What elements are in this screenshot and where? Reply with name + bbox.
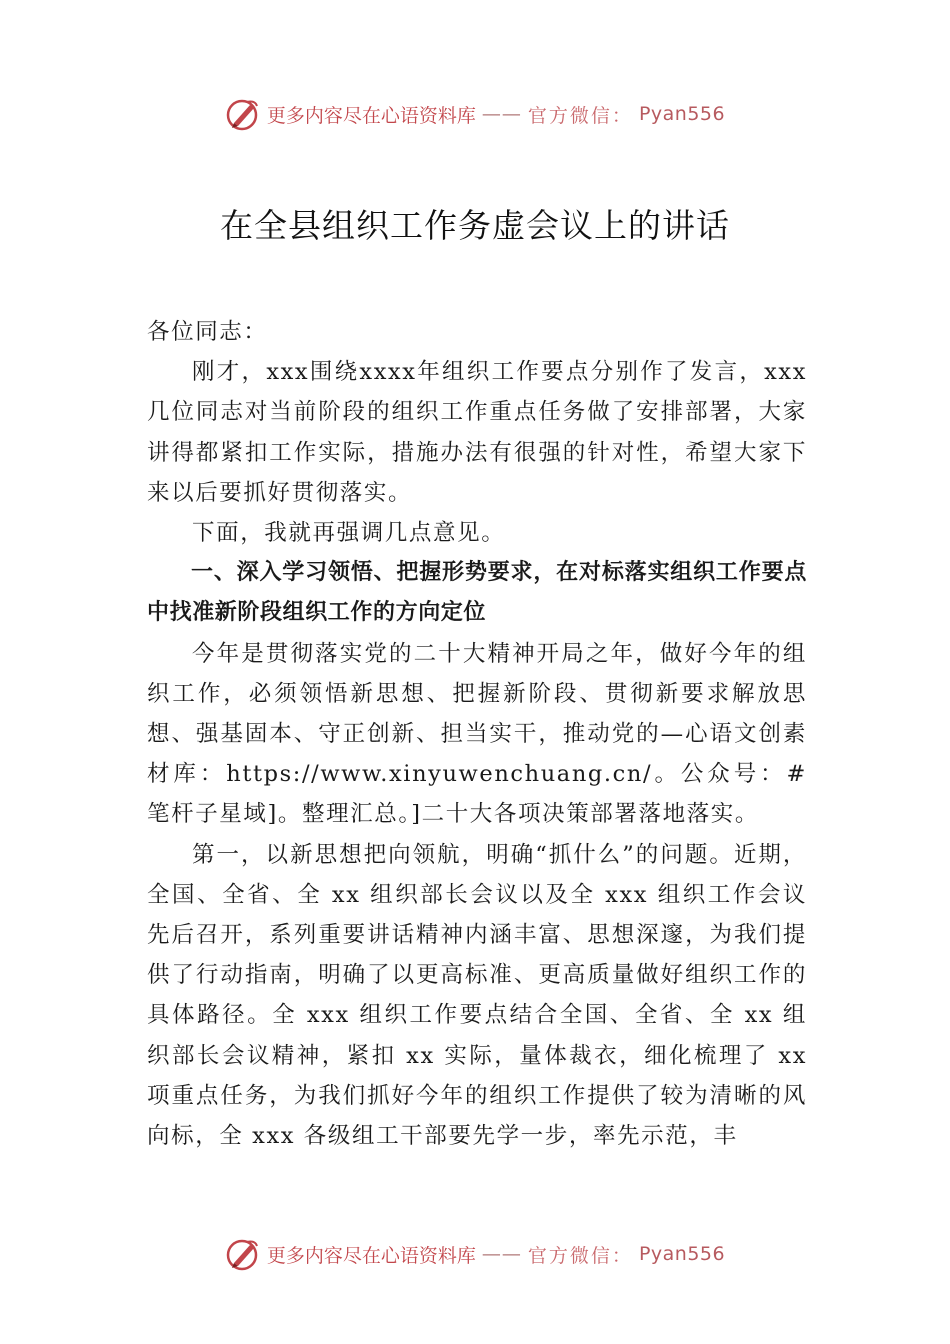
section-heading: 一、深入学习领悟、把握形势要求，在对标落实组织工作要点中找准新阶段组织工作的方向定位 <box>147 560 807 626</box>
pen-logo-icon <box>225 96 261 132</box>
paragraph: 第一，以新思想把向领航，明确“抓什么”的问题。近期，全国、全省、全 xx 组织部长会议以及全 xxx 组织工作会议先后召开，系列重要讲话精神内涵丰富、思想深邃，为我们提供了行动指南，明确了以更高标准、更高质量做好组织工作的具体路径。全 xxx 组织工作要点结合全国、全省、全 xx 组织部长会议精神，紧扣 xx 实际，量体裁衣，细化梳理了 xx 项重点任务，为我们抓好今年的组织工作提供了较为清晰的风向标，全 xxx 各级组工干部要先学一步，率先示范，丰 <box>147 841 807 1150</box>
watermark-banner-top <box>0 92 950 136</box>
paragraph: 今年是贯彻落实党的二十大精神开局之年，做好今年的组织工作，必须领悟新思想、把握新阶段、贯彻新要求解放思想、强基固本、守正创新、担当实干，推动党的—心语文创素材库：https://www.xinyuwenchuang.cn/。公众号：#笔杆子星域]。整理汇总。]二十大各项决策部署落地落实。 <box>147 640 807 828</box>
watermark-label: 官方微信： <box>527 104 633 127</box>
watermark-id: Pyan556 <box>638 103 726 125</box>
document-body <box>147 312 807 1156</box>
watermark-banner-bottom <box>0 1232 950 1276</box>
paragraph: 下面，我就再强调几点意见。 <box>192 520 506 547</box>
watermark-id: Pyan556 <box>638 1243 726 1265</box>
watermark-separator: —— <box>481 1243 522 1265</box>
watermark-text: 更多内容尽在心语资料库 <box>266 104 476 127</box>
watermark-label: 官方微信： <box>527 1244 633 1267</box>
paragraph: 刚才，xxx围绕xxxx年组织工作要点分别作了发言，xxx几位同志对当前阶段的组织工作重点任务做了安排部署，大家讲得都紧扣工作实际，措施办法有很强的针对性，希望大家下来以后要抓好贯彻落实。 <box>147 359 807 506</box>
document-title: 在全县组织工作务虚会议上的讲话 <box>220 206 730 245</box>
watermark-text: 更多内容尽在心语资料库 <box>266 1244 476 1267</box>
watermark-separator: —— <box>481 103 522 125</box>
greeting: 各位同志： <box>147 319 268 345</box>
pen-logo-icon <box>225 1236 261 1272</box>
